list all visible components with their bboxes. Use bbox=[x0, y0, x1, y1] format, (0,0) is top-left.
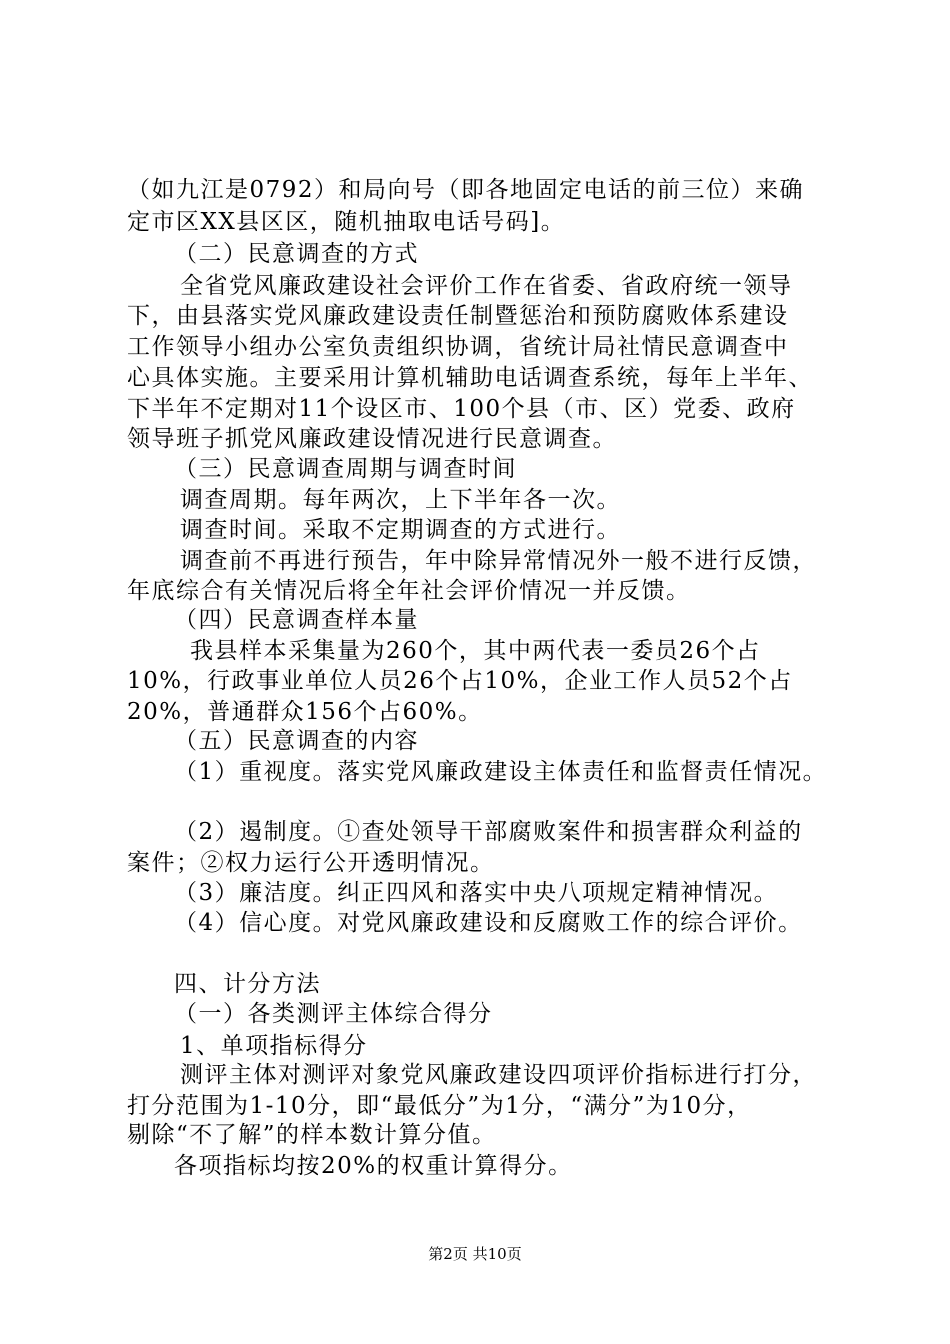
text-line: 调查时间。采取不定期调查的方式进行。 bbox=[180, 517, 621, 543]
section-heading: 1、单项指标得分 bbox=[180, 1033, 368, 1059]
text-line: 剔除“不了解”的样本数计算分值。 bbox=[127, 1122, 497, 1148]
text-line: 心具体实施。主要采用计算机辅助电话调查系统，每年上半年、 bbox=[127, 365, 813, 391]
text-line: 下，由县落实党风廉政建设责任制暨惩治和预防腐败体系建设 bbox=[127, 303, 789, 329]
section-heading: （二）民意调查的方式 bbox=[174, 241, 419, 267]
section-heading: 四、计分方法 bbox=[174, 971, 321, 997]
section-heading: （一）各类测评主体综合得分 bbox=[174, 1001, 493, 1027]
text-line: 年底综合有关情况后将全年社会评价情况一并反馈。 bbox=[127, 578, 691, 604]
text-line: 领导班子抓党风廉政建设情况进行民意调查。 bbox=[127, 426, 617, 452]
section-heading: （三）民意调查周期与调查时间 bbox=[174, 456, 517, 482]
text-line: 测评主体对测评对象党风廉政建设四项评价指标进行打分， bbox=[180, 1062, 817, 1088]
section-heading: （五）民意调查的内容 bbox=[174, 728, 419, 754]
section-heading: （四）民意调查样本量 bbox=[174, 607, 419, 633]
text-line: （如九江是0792）和局向号（即各地固定电话的前三位）来确 bbox=[127, 177, 805, 203]
text-line: 打分范围为1-10分，即“最低分”为1分，“满分”为10分， bbox=[127, 1093, 752, 1119]
text-line: （4）信心度。对党风廉政建设和反腐败工作的综合评价。 bbox=[174, 910, 803, 936]
text-line: 下半年不定期对11个设区市、100个县（市、区）党委、政府 bbox=[127, 396, 796, 422]
text-line: 定市区XX县区区，随机抽取电话号码]。 bbox=[127, 209, 566, 235]
page-number-footer: 第2页 共10页 bbox=[428, 1245, 522, 1263]
text-line: （2）遏制度。①查处领导干部腐败案件和损害群众利益的 bbox=[174, 819, 803, 845]
text-line: （1）重视度。落实党风廉政建设主体责任和监督责任情况。 bbox=[174, 759, 828, 785]
text-line: 调查周期。每年两次，上下半年各一次。 bbox=[180, 487, 621, 513]
text-line: （3）廉洁度。纠正四风和落实中央八项规定精神情况。 bbox=[174, 880, 779, 906]
text-line: 各项指标均按20%的权重计算得分。 bbox=[174, 1153, 573, 1179]
text-line: 调查前不再进行预告，年中除异常情况外一般不进行反馈， bbox=[180, 548, 817, 574]
text-line: 10%，行政事业单位人员26个占10%，企业工作人员52个占 bbox=[127, 668, 793, 694]
text-line: 我县样本采集量为260个，其中两代表一委员26个占 bbox=[190, 638, 761, 664]
text-line: 20%，普通群众156个占60%。 bbox=[127, 699, 483, 725]
text-line: 工作领导小组办公室负责组织协调，省统计局社情民意调查中 bbox=[127, 334, 789, 360]
text-line: 案件；②权力运行公开透明情况。 bbox=[127, 850, 495, 876]
text-line: 全省党风廉政建设社会评价工作在省委、省政府统一领导 bbox=[180, 273, 793, 299]
